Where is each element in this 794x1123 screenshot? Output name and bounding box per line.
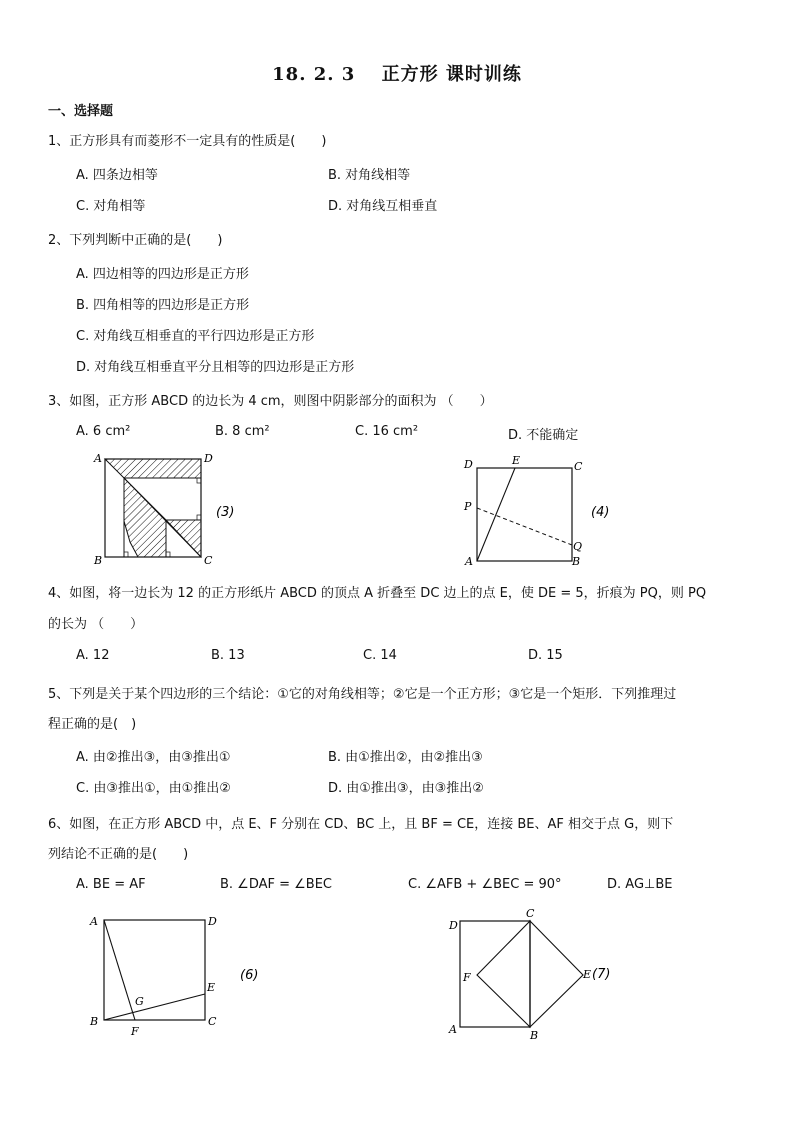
question-5-stem-line2: 程正确的是( ) — [48, 717, 137, 732]
question-2-option-d[interactable]: D. 对角线互相垂直平分且相等的四边形是正方形 — [76, 360, 355, 375]
question-5-stem-line1: 5、下列是关于某个四边形的三个结论：①它的对角线相等；②它是一个正方形；③它是一个矩形．下列推理过 — [48, 687, 677, 702]
fig6-label-b: B — [90, 1015, 99, 1028]
question-2-option-c[interactable]: C. 对角线互相垂直的平行四边形是正方形 — [76, 329, 315, 344]
fig4-label-e: E — [512, 454, 521, 467]
question-3-option-d[interactable]: D. 不能确定 — [508, 428, 579, 443]
question-4-option-b[interactable]: B. 13 — [211, 648, 245, 663]
fig4-number: (4) — [591, 505, 610, 520]
fig6-label-g: G — [135, 995, 144, 1008]
fig3-label-a: A — [94, 452, 102, 465]
fig4-label-d: D — [464, 458, 473, 471]
fig3-label-d: D — [204, 452, 213, 465]
fig3-number: (3) — [216, 505, 235, 520]
question-5-option-d[interactable]: D. 由①推出③，由③推出② — [328, 781, 484, 796]
question-6-option-c[interactable]: C. ∠AFB + ∠BEC = 90° — [408, 877, 562, 892]
fig3-label-c: C — [204, 554, 213, 567]
fig4-label-q: Q — [573, 540, 583, 553]
question-6-stem-line1: 6、如图，在正方形 ABCD 中，点 E、F 分别在 CD、BC 上，且 BF = CE，连接 BE、AF 相交于点 G，则下 — [48, 817, 674, 832]
fig4-label-p: P — [464, 500, 472, 513]
fig7-label-b: B — [530, 1029, 539, 1042]
fig6-label-e: E — [207, 981, 216, 994]
fig7-label-a: A — [449, 1023, 457, 1036]
fig6-label-a: A — [90, 915, 98, 928]
fig4-label-a: A — [465, 555, 473, 568]
question-3-option-b[interactable]: B. 8 cm² — [215, 424, 270, 439]
fig6-label-f: F — [131, 1025, 139, 1038]
fig7-label-f: F — [463, 971, 471, 984]
figure-4 — [455, 450, 625, 570]
question-3-option-c[interactable]: C. 16 cm² — [355, 424, 419, 439]
fig7-label-d: D — [449, 919, 458, 932]
question-4-option-c[interactable]: C. 14 — [363, 648, 397, 663]
fig7-label-e: E — [583, 968, 592, 981]
fig6-label-c: C — [208, 1015, 217, 1028]
question-1-option-c[interactable]: C. 对角相等 — [76, 199, 146, 214]
question-2-option-a[interactable]: A. 四边相等的四边形是正方形 — [76, 267, 249, 282]
fig6-label-d: D — [208, 915, 217, 928]
question-6-option-a[interactable]: A. BE = AF — [76, 877, 146, 892]
question-5-option-b[interactable]: B. 由①推出②，由②推出③ — [328, 750, 483, 765]
fig3-label-b: B — [94, 554, 103, 567]
figure-3 — [90, 448, 250, 568]
question-3-option-a[interactable]: A. 6 cm² — [76, 424, 131, 439]
fig6-number: (6) — [240, 968, 259, 983]
question-6-option-b[interactable]: B. ∠DAF = ∠BEC — [220, 877, 333, 892]
question-5-option-a[interactable]: A. 由②推出③，由③推出① — [76, 750, 231, 765]
question-4-option-a[interactable]: A. 12 — [76, 648, 110, 663]
question-4-option-d[interactable]: D. 15 — [528, 648, 563, 663]
fig7-number: (7) — [592, 967, 611, 982]
question-2-option-b[interactable]: B. 四角相等的四边形是正方形 — [76, 298, 250, 313]
question-6-option-d[interactable]: D. AG⊥BE — [607, 877, 673, 892]
question-3-stem: 3、如图，正方形 ABCD 的边长为 4 cm，则图中阴影部分的面积为 （ ） — [48, 394, 493, 409]
question-6-stem-line2: 列结论不正确的是( ) — [48, 847, 189, 862]
question-4-stem-line1: 4、如图，将一边长为 12 的正方形纸片 ABCD 的顶点 A 折叠至 DC 边上的点 E，使 DE = 5，折痕为 PQ，则 PQ — [48, 586, 707, 601]
figure-6 — [84, 905, 274, 1040]
question-1-option-a[interactable]: A. 四条边相等 — [76, 168, 158, 183]
page-title: 18. 2. 3 正方形 课时训练 — [272, 64, 522, 85]
fig4-label-b: B — [572, 555, 581, 568]
section-heading: 一、选择题 — [48, 104, 114, 119]
figure-7 — [442, 903, 632, 1043]
question-1-stem: 1、正方形具有而菱形不一定具有的性质是( ) — [48, 134, 327, 149]
fig7-label-c: C — [526, 907, 535, 920]
question-2-stem: 2、下列判断中正确的是( ) — [48, 233, 223, 248]
question-1-option-b[interactable]: B. 对角线相等 — [328, 168, 411, 183]
question-5-option-c[interactable]: C. 由③推出①，由①推出② — [76, 781, 231, 796]
question-4-stem-line2: 的长为 （ ） — [48, 617, 144, 632]
question-1-option-d[interactable]: D. 对角线互相垂直 — [328, 199, 438, 214]
fig4-label-c: C — [574, 460, 583, 473]
